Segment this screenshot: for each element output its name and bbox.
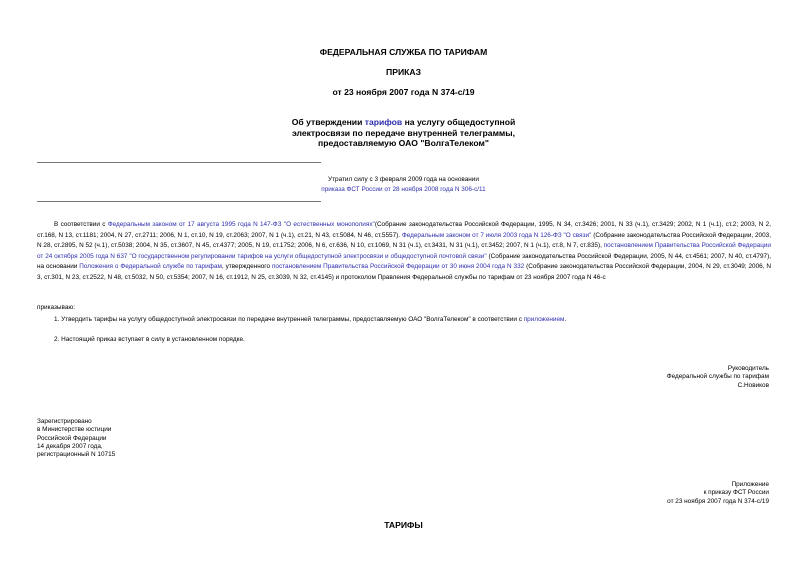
document-title [0,117,807,149]
title-suffix: на услугу общедоступной электросвязи по передаче внутренней телеграммы, предоставляемую ОАО "ВолгаТелеком" [291,117,516,149]
preamble-text: В соответствии с [54,221,108,228]
order-item-1 [54,316,771,324]
law-126-fz-link[interactable]: Федеральным законом от 7 июля 2003 года N 126-ФЗ "О связи" [401,231,592,239]
signature-org: Федеральной службы по тарифам [666,373,769,381]
signature-name: С.Новиков [737,381,769,389]
separator-line [37,162,321,163]
preamble-text: , утвержденного [221,263,272,271]
order-item-2: 2. Настоящий приказ вступает в силу в установленном порядке. [54,336,245,343]
signature-position: Руководитель [727,365,769,372]
appendix-block [667,481,769,506]
preamble-text: (Собрание законодательства Российской Федерации, 2003, N 28, ст.2895, N 52 (ч.1), ст.5038; 2004, N 35, ст.3607, N 45, ст.4377; 2005, N 19, ст.1752; 2006, N 6, ст.636, N 10, ст.1069, N 31 (ч.1), ст.3431, N 31 (ч.1), ст.3452; 2007, N 1 (ч.1), ст.8, N 7, ст.835), [37,231,771,250]
registration-block [37,418,115,460]
order-item-1-text: 1. Утвердить тарифы на услугу общедоступной электросвязи по передаче внутренней телеграммы, предоставляемую ОАО "ВолгаТелеком" в соответствии с [54,316,524,323]
status-line: Утратил силу с 3 февраля 2009 года на основании [328,176,479,183]
title-tariffs-link[interactable]: тарифов [364,117,403,127]
doc-type: ПРИКАЗ [386,67,421,77]
registration-line: Российской Федерации [37,434,107,442]
registration-date: 14 декабря 2007 года, [37,442,103,450]
preamble-paragraph [37,220,771,284]
registration-line: Зарегистрировано [37,418,92,425]
fst-regulation-link[interactable]: Положения о Федеральной службе по тарифам [79,263,222,271]
appendix-link[interactable]: приложением [523,316,565,323]
resolution-332-link[interactable]: постановлением Правительства Российской Федерации от 30 июня 2004 года N 332 [271,263,525,271]
preamble-text: (Собрание законодательства Российской Федерации, 1995, N 34, ст.3426; 2001, N 33 (ч.1), ст.3429; 2002, N 1 (ч.1), ст.2; 2003, N 2, ст.168, N 13, ст.1181; 2004, N 27, ст.2711; 2006, N 1, ст.10, N 19, ст.2063; 2007, N 1 (ч.1), ст.21, N 43, ст.5084, N 46, ст.5557). [37,221,771,239]
doc-date-number: от 23 ноября 2007 года N 374-с/19 [332,87,475,97]
tariffs-heading: ТАРИФЫ [384,520,423,530]
appendix-ref: к приказу ФСТ России [703,489,769,497]
preamble-text: (Собрание законодательства Российской Федерации, 2005, N 44, ст.4561; 2007, N 40, ст.4797), на основании [37,252,771,271]
registration-number: регистрационный N 10715 [37,451,116,459]
org-name: ФЕДЕРАЛЬНАЯ СЛУЖБА ПО ТАРИФАМ [319,47,488,57]
status-line-2 [0,186,807,194]
appendix-label: Приложение [731,481,769,488]
signature-block [667,365,769,390]
law-147-fz-link[interactable]: Федеральным законом от 17 августа 1995 года N 147-ФЗ "О естественных монополиях" [107,221,375,228]
appendix-date: от 23 ноября 2007 года N 374-с/19 [667,497,769,505]
resolution-637-link[interactable]: постановлением Правительства Российской Федерации от 24 октября 2005 года N 637 "О государственном регулировании тарифов на услуги общедоступной электросвязи и общедоступной почтовой связи" [37,242,771,260]
orders-label: приказываю: [37,304,75,311]
title-prefix: Об утверждении [291,117,365,127]
repeal-order-link[interactable]: приказа ФСТ России от 28 ноября 2008 года N 306-с/11 [321,186,486,193]
separator-line-2 [37,201,321,202]
registration-line: в Министерстве юстиции [37,426,112,434]
preamble-text: (Собрание законодательства Российской Федерации, 2004, N 29, ст.3049; 2006, N 3, ст.301, N 23, ст.2522, N 48, ст.5032, N 50, ст.5354; 2007, N 16, ст.1912, N 25, ст.3039, N 32, ст.4145) и протоколом Правления Федеральной службы по тарифам от 23 ноября 2007 года N 46-с [37,263,772,281]
order-item-1-end: . [564,316,567,323]
